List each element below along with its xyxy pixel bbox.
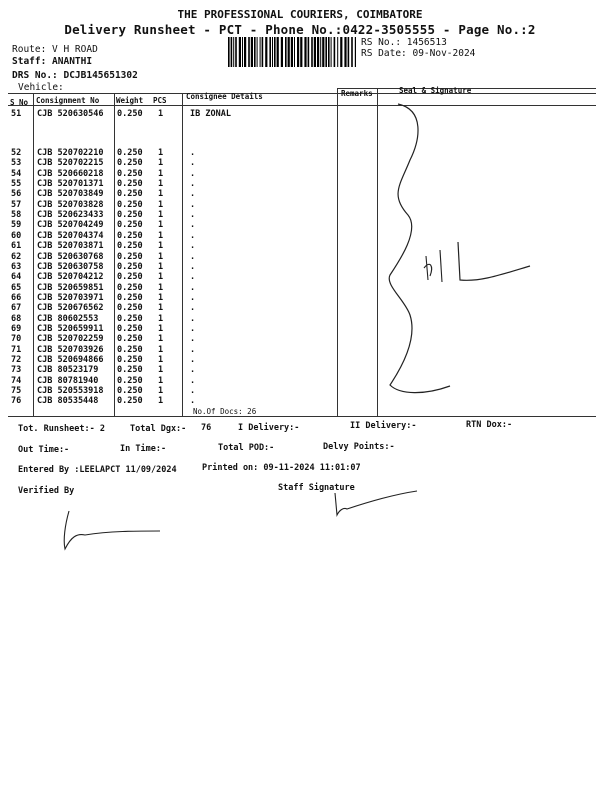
row-consignment-no: CJB 520676562 — [37, 303, 104, 314]
row-consignee: . — [190, 241, 196, 252]
row-weight: 0.250 — [117, 272, 143, 283]
ii-delivery: II Delivery:- — [350, 421, 417, 431]
verified-by-signature — [55, 505, 165, 555]
row-consignment-no: CJB 520630768 — [37, 251, 104, 262]
row-consignment-no: CJB 520630546 — [37, 109, 104, 119]
drs-number: DRS No.: DCJB145651302 — [12, 70, 138, 81]
tot-runsheet: Tot. Runsheet:- 2 — [18, 424, 105, 434]
row-pcs: 1 — [158, 210, 164, 221]
row-weight: 0.250 — [117, 323, 143, 334]
row-consignment-no: CJB 520660218 — [37, 168, 104, 179]
no-of-docs: No.Of Docs: 26 — [193, 407, 257, 416]
rtn-dox: RTN Dox:- — [466, 420, 513, 430]
row-weight: 0.250 — [117, 261, 143, 272]
row-consignee: . — [190, 251, 196, 262]
barcode — [228, 37, 356, 67]
row-pcs: 1 — [158, 179, 164, 190]
row-consignee: . — [190, 168, 196, 179]
row-sno: 67 — [11, 303, 22, 314]
row-weight: 0.250 — [117, 344, 143, 355]
row-consignee: . — [190, 158, 196, 169]
row-weight: 0.250 — [117, 313, 143, 324]
row-consignee: . — [190, 375, 196, 386]
row-consignee: . — [190, 179, 196, 190]
row-consignment-no: CJB 520694866 — [37, 355, 104, 365]
row-weight: 0.250 — [117, 282, 143, 293]
row-pcs: 1 — [158, 158, 164, 169]
row-weight: 0.250 — [117, 148, 143, 158]
th-sno: S No — [10, 98, 29, 107]
row-sno: 62 — [11, 251, 22, 262]
staff-signature-label: Staff Signature — [278, 483, 355, 493]
row-consignment-no: CJB 520703926 — [37, 344, 104, 355]
row-consignment-no: CJB 520702215 — [37, 158, 104, 169]
row-sno: 60 — [11, 230, 22, 241]
row-consignee: IB ZONAL — [190, 109, 231, 119]
row-sno: 73 — [11, 365, 22, 376]
row-sno: 69 — [11, 323, 22, 334]
row-sno: 63 — [11, 261, 22, 272]
printed-on: Printed on: 09-11-2024 11:01:07 — [202, 463, 361, 473]
th-consignee: Consignee Details — [186, 92, 263, 101]
row-consignment-no: CJB 520704374 — [37, 230, 104, 241]
row-sno: 64 — [11, 272, 22, 283]
row-sno: 55 — [11, 179, 22, 190]
row-weight: 0.250 — [117, 109, 143, 119]
row-consignee: . — [190, 334, 196, 345]
row-consignment-no: CJB 520703849 — [37, 189, 104, 200]
handwritten-brace-signature — [330, 100, 600, 420]
row-consignee: . — [190, 344, 196, 355]
row-consignee: . — [190, 386, 196, 397]
row-sno: 54 — [11, 168, 22, 179]
row-consignment-no: CJB 520659911 — [37, 323, 104, 334]
row-consignee: . — [190, 199, 196, 210]
row-consignment-no: CJB 520703828 — [37, 199, 104, 210]
staff-label: Staff: ANANTHI — [12, 56, 93, 67]
row-pcs: 1 — [158, 220, 164, 231]
row-pcs: 1 — [158, 109, 164, 119]
row-pcs: 1 — [158, 282, 164, 293]
row-consignment-no: CJB 520659851 — [37, 282, 104, 293]
rs-date: RS Date: 09-Nov-2024 — [361, 48, 476, 59]
th-pcs: PCS — [153, 96, 167, 105]
row-sno: 57 — [11, 199, 22, 210]
row-pcs: 1 — [158, 344, 164, 355]
company-title: THE PROFESSIONAL COURIERS, COIMBATORE — [177, 8, 423, 21]
row-consignment-no: CJB 80535448 — [37, 396, 99, 407]
row-pcs: 1 — [158, 375, 164, 386]
row-consignment-no: CJB 520702210 — [37, 148, 104, 158]
total-dgx-value: 76 — [201, 423, 212, 433]
row-consignee: . — [190, 189, 196, 200]
row-consignment-no: CJB 80602553 — [37, 313, 99, 324]
row-pcs: 1 — [158, 199, 164, 210]
row-pcs: 1 — [158, 272, 164, 283]
row-consignment-no: CJB 520703971 — [37, 292, 104, 303]
vehicle-label: Vehicle: — [18, 82, 64, 93]
row-pcs: 1 — [158, 303, 164, 314]
row-weight: 0.250 — [117, 365, 143, 376]
table-top-border — [8, 93, 596, 94]
row-consignment-no: CJB 520704212 — [37, 272, 104, 283]
row-consignee: . — [190, 292, 196, 303]
row-pcs: 1 — [158, 334, 164, 345]
row-sno: 71 — [11, 344, 22, 355]
row-sno: 61 — [11, 241, 22, 252]
row-consignment-no: CJB 520701371 — [37, 179, 104, 190]
i-delivery: I Delivery:- — [238, 423, 300, 433]
th-consignment: Consignment No — [36, 96, 100, 105]
row-consignee: . — [190, 148, 196, 158]
row-sno: 56 — [11, 189, 22, 200]
row-sno: 52 — [11, 148, 22, 158]
row-consignee: . — [190, 313, 196, 324]
row-pcs: 1 — [158, 313, 164, 324]
out-time: Out Time:- — [18, 445, 70, 455]
row-sno: 72 — [11, 355, 22, 365]
row-sno: 76 — [11, 396, 22, 407]
row-weight: 0.250 — [117, 396, 143, 407]
row-sno: 59 — [11, 220, 22, 231]
row-weight: 0.250 — [117, 303, 143, 314]
row-weight: 0.250 — [117, 168, 143, 179]
row-weight: 0.250 — [117, 251, 143, 262]
row-weight: 0.250 — [117, 199, 143, 210]
row-pcs: 1 — [158, 396, 164, 407]
row-sno: 66 — [11, 292, 22, 303]
in-time: In Time:- — [120, 444, 167, 454]
row-consignment-no: CJB 520704249 — [37, 220, 104, 231]
row-weight: 0.250 — [117, 241, 143, 252]
row-sno: 75 — [11, 386, 22, 397]
row-pcs: 1 — [158, 323, 164, 334]
row-pcs: 1 — [158, 241, 164, 252]
row-consignee: . — [190, 365, 196, 376]
row-pcs: 1 — [158, 168, 164, 179]
row-weight: 0.250 — [117, 158, 143, 169]
row-consignment-no: CJB 520702259 — [37, 334, 104, 345]
row-consignee: . — [190, 323, 196, 334]
row-sno: 53 — [11, 158, 22, 169]
row-pcs: 1 — [158, 355, 164, 365]
row-pcs: 1 — [158, 148, 164, 158]
th-remarks: Remarks — [341, 89, 373, 98]
row-consignment-no: CJB 80781940 — [37, 375, 99, 386]
row-pcs: 1 — [158, 230, 164, 241]
verified-by: Verified By — [18, 486, 75, 496]
row-pcs: 1 — [158, 365, 164, 376]
row-consignee: . — [190, 282, 196, 293]
row-weight: 0.250 — [117, 386, 143, 397]
th-seal-signature: Seal & Signature — [399, 86, 472, 95]
delvy-points: Delvy Points:- — [323, 442, 395, 452]
row-sno: 58 — [11, 210, 22, 221]
row-pcs: 1 — [158, 251, 164, 262]
row-consignee: . — [190, 220, 196, 231]
row-pcs: 1 — [158, 261, 164, 272]
row-weight: 0.250 — [117, 292, 143, 303]
row-consignee: . — [190, 355, 196, 365]
row-sno: 68 — [11, 313, 22, 324]
total-pod: Total POD:- — [218, 443, 275, 453]
row-consignee: . — [190, 303, 196, 314]
row-consignee: . — [190, 210, 196, 221]
row-consignment-no: CJB 520553918 — [37, 386, 104, 397]
row-weight: 0.250 — [117, 210, 143, 221]
row-pcs: 1 — [158, 292, 164, 303]
row-weight: 0.250 — [117, 179, 143, 190]
row-sno: 70 — [11, 334, 22, 345]
row-consignment-no: CJB 80523179 — [37, 365, 99, 376]
row-sno: 65 — [11, 282, 22, 293]
row-consignee: . — [190, 261, 196, 272]
route-label: Route: V H ROAD — [12, 44, 98, 55]
row-weight: 0.250 — [117, 230, 143, 241]
row-consignee: . — [190, 396, 196, 407]
row-consignment-no: CJB 520703871 — [37, 241, 104, 252]
row-sno: 51 — [11, 109, 22, 119]
th-weight: Weight — [116, 96, 144, 105]
runsheet-subtitle: Delivery Runsheet - PCT - Phone No.:0422-3505555 - Page No.:2 — [64, 22, 536, 37]
entered-by: Entered By :LEELAPCT 11/09/2024 — [18, 465, 177, 475]
total-dgx-label: Total Dgx:- — [130, 424, 187, 434]
row-sno: 74 — [11, 375, 22, 386]
row-weight: 0.250 — [117, 189, 143, 200]
row-consignee: . — [190, 230, 196, 241]
rs-number: RS No.: 1456513 — [361, 37, 447, 48]
row-pcs: 1 — [158, 386, 164, 397]
row-weight: 0.250 — [117, 375, 143, 386]
row-consignment-no: CJB 520630758 — [37, 261, 104, 272]
row-weight: 0.250 — [117, 355, 143, 365]
row-consignee: . — [190, 272, 196, 283]
row-consignment-no: CJB 520623433 — [37, 210, 104, 221]
row-pcs: 1 — [158, 189, 164, 200]
row-weight: 0.250 — [117, 220, 143, 231]
row-weight: 0.250 — [117, 334, 143, 345]
staff-signature-mark — [325, 485, 425, 525]
